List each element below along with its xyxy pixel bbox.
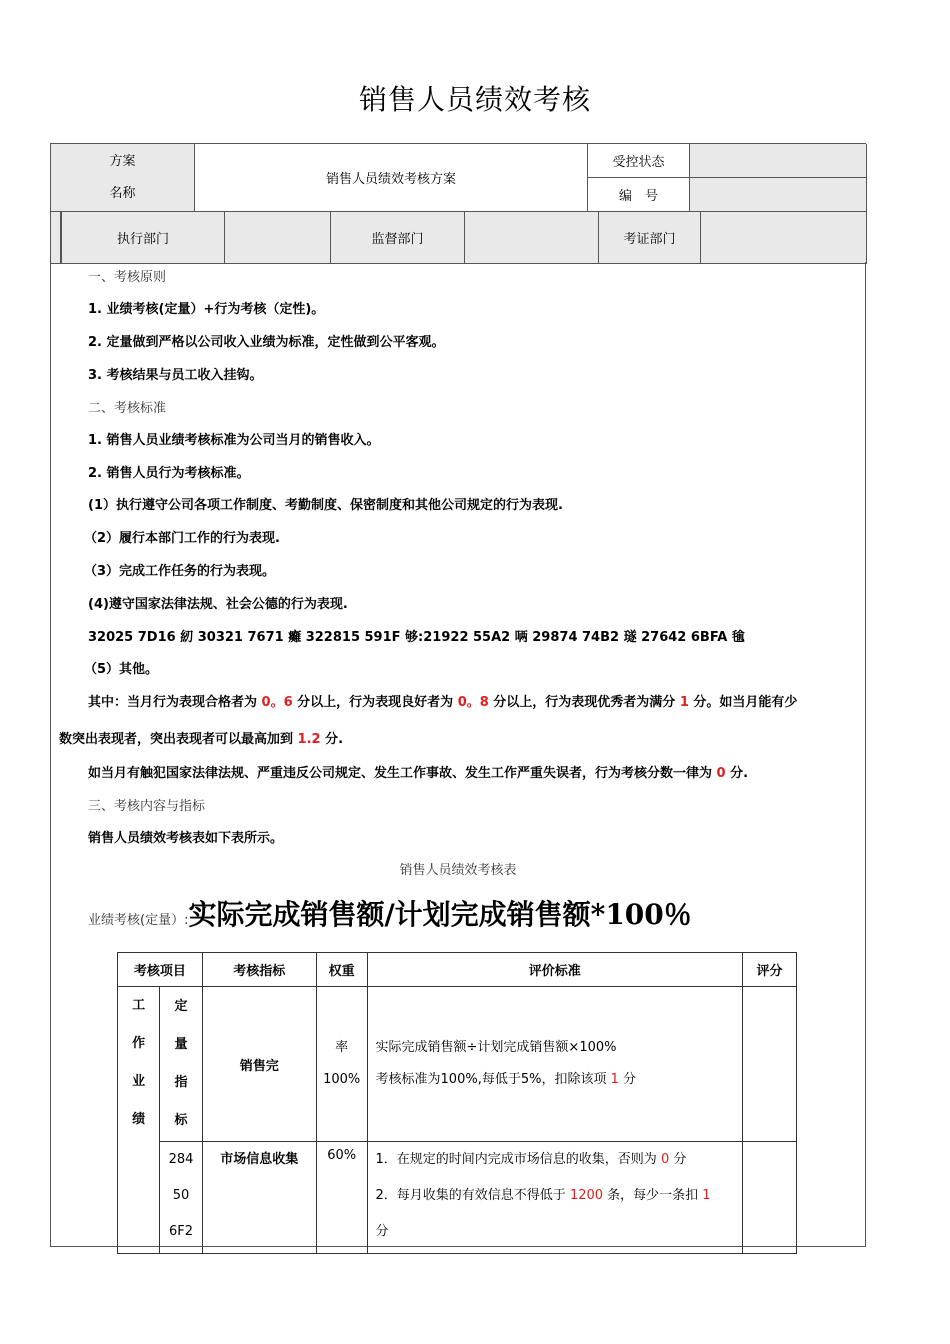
kpi-row1-indicator: 销售完	[202, 987, 316, 1142]
kpi-row2-criteria: 1．在规定的时间内完成市场信息的收集，否则为 0 分 2．每月收集的有效信息不得低于 1200 条，每少一条扣 1 分	[367, 1142, 743, 1254]
kpi-row1-weight: 率 100%	[316, 987, 367, 1142]
s2-item-3: (1）执行遵守公司各项工作制度、考勤制度、保密制度和其他公司规定的行为表现.	[88, 498, 563, 513]
kpi-header-row	[118, 953, 797, 987]
number-value	[690, 178, 867, 212]
kpi-row2-score	[743, 1142, 797, 1254]
kpi-row2-weight: 60%	[316, 1142, 367, 1254]
s2-item-4: （2）履行本部门工作的行为表现.	[84, 531, 280, 546]
s2-item-7: （5）其他。	[84, 662, 159, 677]
formula-line	[88, 893, 692, 933]
kpi-table	[117, 952, 797, 1254]
s2-item-2: 2. 销售人员行为考核标准。	[88, 466, 250, 481]
page-title: 销售人员绩效考核	[358, 83, 591, 116]
exec-dept-value	[225, 212, 331, 264]
control-status-label: 受控状态	[588, 144, 690, 178]
s2-item-5: （3）完成工作任务的行为表现。	[84, 564, 276, 579]
s2-garbled-line: 32025 7D16 紉 30321 7671 癱 322815 591F 够:21922 55A2 唡 29874 74B2 璲 27642 6BFA 毺	[88, 630, 745, 645]
violation-paragraph: 如当月有触犯国家法律法规、严重违反公司规定、发生工作事故、发生工作严重失误者，行为考核分数一律为 0 分.	[88, 766, 749, 781]
s3-item-1: 销售人员绩效考核表如下表所示。	[88, 831, 284, 846]
control-status-value	[690, 144, 867, 178]
supervise-dept-value	[465, 212, 599, 264]
s1-item-1: 1. 业绩考核(定量）+行为考核（定性)。	[88, 302, 325, 317]
kpi-header-weight: 权重	[316, 953, 367, 987]
score-paragraph-line-2: 数突出表现者，突出表现者可以最高加到 1.2 分.	[59, 732, 344, 747]
section-3-heading: 三、考核内容与指标	[88, 799, 206, 814]
kpi-header-item: 考核项目	[118, 953, 203, 987]
kpi-row2-code: 284 50 6F2	[160, 1142, 203, 1254]
plan-label-2: 名称	[109, 185, 136, 201]
verify-dept-label: 考证部门	[599, 212, 701, 264]
score-paragraph-line-1: 其中：当月行为表现合格者为 0。6 分以上，行为表现良好者为 0。8 分以上，行为表现优秀者为满分 1 分。如当月能有少	[88, 695, 798, 710]
s2-item-1: 1. 销售人员业绩考核标准为公司当月的销售收入。	[88, 433, 380, 448]
table-caption: 销售人员绩效考核表	[399, 863, 517, 878]
formula-prefix: 业绩考核(定量）:	[88, 913, 189, 928]
section-1-heading: 一、考核原则	[88, 270, 167, 285]
plan-name: 销售人员绩效考核方案	[325, 172, 456, 187]
s1-item-2: 2. 定量做到严格以公司收入业绩为标准，定性做到公平客观。	[88, 335, 445, 350]
kpi-row-market-info	[118, 1142, 797, 1254]
kpi-header-score: 评分	[743, 953, 797, 987]
supervise-dept-label: 监督部门	[331, 212, 465, 264]
kpi-subcategory: 定 量 指 标	[160, 987, 203, 1142]
plan-label-1: 方案	[109, 153, 136, 169]
plan-name-cell	[195, 144, 588, 212]
kpi-header-indicator: 考核指标	[202, 953, 316, 987]
plan-label-cell	[51, 144, 195, 212]
kpi-row-sales	[118, 987, 797, 1142]
section-2-heading: 二、考核标准	[88, 401, 167, 416]
exec-dept-label: 执行部门	[61, 212, 225, 264]
number-label: 编 号	[588, 178, 690, 212]
kpi-row1-criteria: 实际完成销售额÷计划完成销售额×100% 考核标准为100%,每低于5%，扣除该项 1 分	[367, 987, 743, 1142]
s2-item-6: (4)遵守国家法律法规、社会公德的行为表现.	[88, 597, 348, 612]
kpi-row1-score	[743, 987, 797, 1142]
s1-item-3: 3. 考核结果与员工收入挂钩。	[88, 368, 263, 383]
left-spacer	[51, 212, 61, 264]
kpi-header-criteria: 评价标准	[367, 953, 743, 987]
verify-dept-value	[701, 212, 867, 264]
header-table	[50, 143, 866, 263]
kpi-row2-indicator: 市场信息收集	[202, 1142, 316, 1254]
kpi-category: 工 作 业 绩	[118, 987, 160, 1254]
formula: 实际完成销售额/计划完成销售额*100％	[188, 898, 692, 931]
